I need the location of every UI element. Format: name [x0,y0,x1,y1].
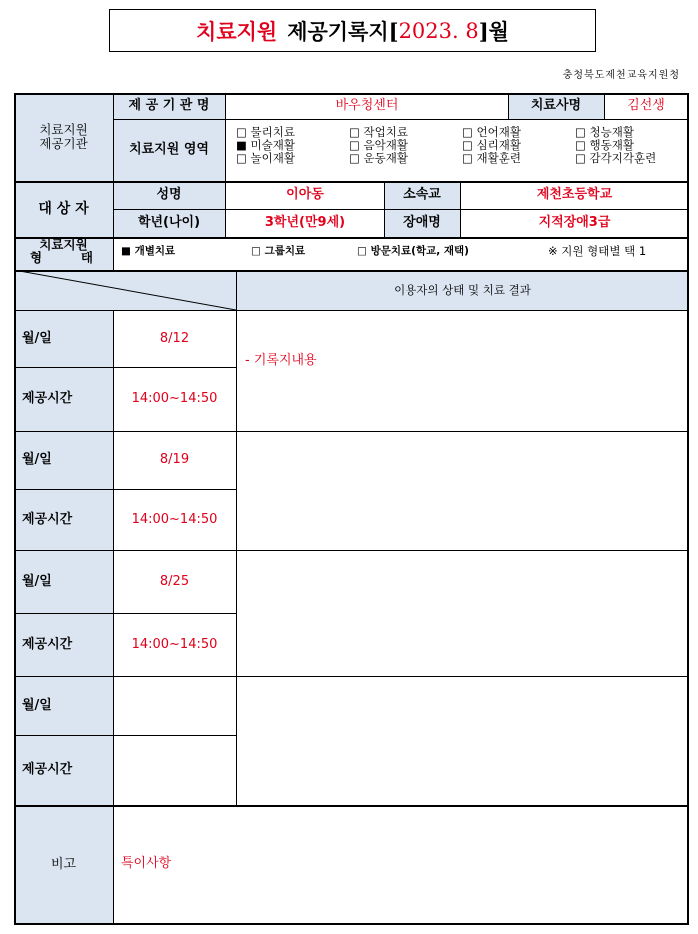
name-label: 성명 [156,187,182,202]
remarks-label: 비고 [50,856,77,872]
area-option[interactable]: □ 작업치료 [349,125,408,139]
area-option[interactable]: □ 언어재활 [462,125,521,139]
area-option[interactable]: □ 재활훈련 [462,151,521,165]
provider-group-label: 치료지원 제공기관 [39,122,88,151]
therapy-area-label: 치료지원 영역 [129,142,209,157]
date-label: 월/일 [22,573,52,589]
org-name-value: 바우청센터 [335,98,399,113]
line-v-236 [236,270,237,806]
title-part3: ]월 [478,18,509,44]
session-date-4[interactable] [113,676,236,735]
issuing-office: 충청북도제천교육지원청 [562,70,680,81]
area-option[interactable]: □ 감각지각훈련 [575,151,657,165]
title-part1: 치료지원 [196,18,278,44]
school-value: 제천초등학교 [536,187,613,202]
grade-label: 학년(나이) [137,215,201,230]
support-type-label-char1: 형 [30,250,43,265]
type-group-option[interactable]: □ 그룹치료 [251,245,306,257]
session-note-1[interactable]: - 기록지내용 [245,353,317,368]
line-h-237 [14,237,689,239]
date-label: 월/일 [22,330,52,346]
date-label: 월/일 [22,697,52,713]
session-time-3: 14:00~14:50 [131,636,218,652]
type-note: ※ 지원 형태별 택 1 [548,244,647,258]
remarks-value[interactable]: 특이사항 [121,856,172,871]
therapist-label: 치료사명 [530,98,582,113]
area-option[interactable]: ■ 미술재활 [236,138,295,152]
area-option[interactable]: □ 놀이재활 [236,151,295,165]
therapy-area-options [236,126,688,165]
disability-value: 지적장애3급 [538,215,611,230]
title-part2: 제공기록지[ [287,18,399,44]
time-label: 제공시간 [22,511,73,527]
time-label: 제공시간 [22,391,73,406]
support-type-label [14,238,113,270]
grade-value: 3학년(만9세) [264,215,346,230]
session-date-3: 8/25 [159,573,190,589]
table-bottom-border [14,923,689,925]
type-visit-option[interactable]: □ 방문치료(학교, 재택) [357,245,469,257]
school-label: 소속교 [403,187,441,202]
area-option[interactable]: □ 운동재활 [349,151,408,165]
disability-label: 장애명 [403,215,441,230]
diagonal-divider [14,270,236,310]
document-title [109,9,596,52]
time-label: 제공시간 [22,762,73,777]
area-option[interactable]: □ 물리치료 [236,125,295,139]
support-type-label-line1: 치료지원 [39,237,88,252]
area-option[interactable]: □ 음악재활 [349,138,408,152]
area-option[interactable]: □ 청능재활 [575,125,634,139]
session-time-4[interactable] [113,735,236,805]
result-header: 이용자의 상태 및 치료 결과 [394,283,531,297]
title-year-month: 2023. 8 [398,18,479,43]
session-time-2: 14:00~14:50 [131,511,218,527]
line-h-805 [14,805,689,807]
area-option[interactable]: □ 행동재활 [575,138,634,152]
therapist-value: 김선생 [627,98,665,113]
session-time-1: 14:00~14:50 [131,391,218,406]
student-name-value: 이아동 [286,187,324,202]
session-date-2: 8/19 [159,452,190,467]
date-label: 월/일 [22,452,52,467]
type-individual-option[interactable]: ■ 개별치료 [121,245,176,257]
support-type-label-char2: 태 [80,250,93,265]
session-date-1: 8/12 [159,330,190,346]
time-label: 제공시간 [22,636,73,652]
target-label: 대 상 자 [38,201,89,217]
org-name-label: 제 공 기 관 명 [128,98,210,113]
area-option[interactable]: □ 심리재활 [462,138,521,152]
